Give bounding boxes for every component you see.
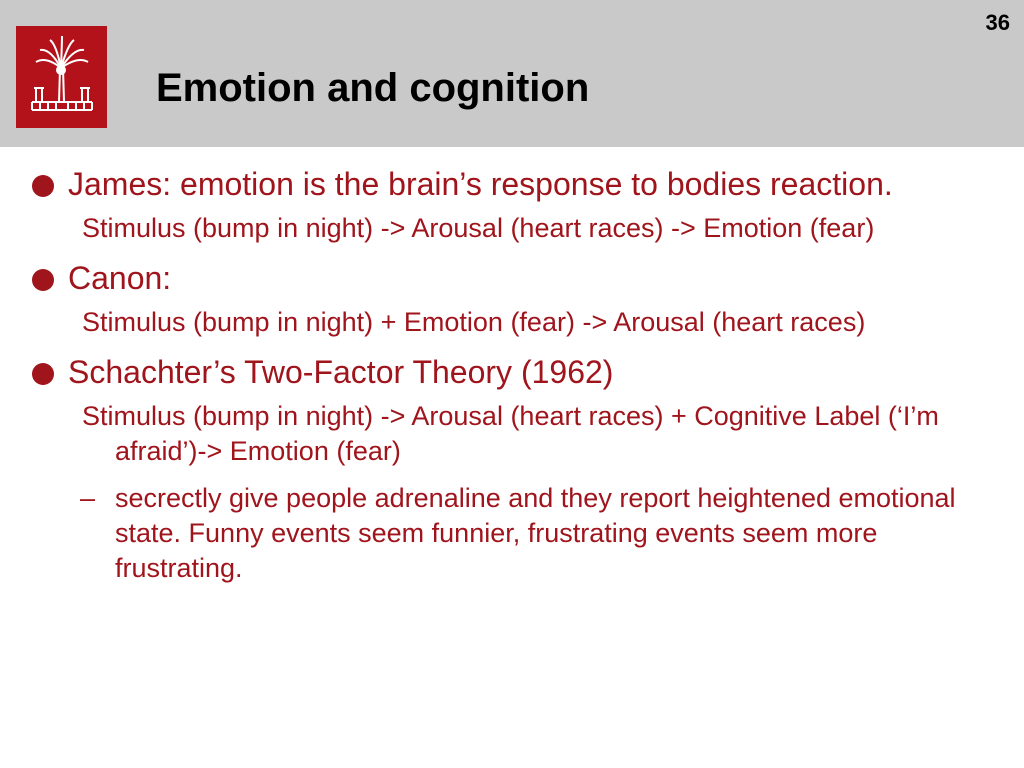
bullet-dot-icon [32, 175, 54, 197]
dash-text: secrectly give people adrenaline and they report heightened emotional state. Funny events seem funnier, frustrating events seem more frustrating. [115, 483, 956, 583]
sub-bullet-james: Stimulus (bump in night) -> Arousal (heart races) -> Emotion (fear) [82, 213, 875, 243]
bullet-text: Schachter’s Two-Factor Theory (1962) [68, 354, 614, 390]
dash-marker: – [80, 483, 96, 513]
bullet-text: Canon: [68, 260, 172, 296]
slide-title: Emotion and cognition [156, 66, 590, 110]
bullet-dot-icon [32, 363, 54, 385]
university-seal-icon [16, 26, 107, 128]
bullet-canon [30, 258, 990, 299]
bullet-schachter [30, 352, 990, 393]
slide-body [30, 164, 990, 598]
dash-bullet-adrenaline [30, 481, 990, 586]
bullet-text: James: emotion is the brain’s response to bodies reaction. [68, 166, 893, 202]
bullet-james [30, 164, 990, 205]
slide-number: 36 [985, 10, 1010, 35]
bullet-dot-icon [32, 269, 54, 291]
sub-bullet-canon: Stimulus (bump in night) + Emotion (fear) -> Arousal (heart races) [82, 307, 866, 337]
sub-bullet-schachter: Stimulus (bump in night) -> Arousal (heart races) + Cognitive Label (‘I’m afraid’)-> Emotion (fear) [82, 401, 939, 466]
slide-header [0, 0, 1024, 147]
